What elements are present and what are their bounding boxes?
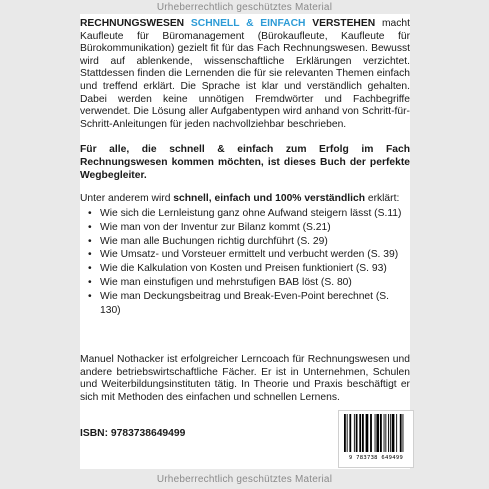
topics-lead bbox=[80, 193, 410, 206]
barcode-bar bbox=[366, 414, 369, 452]
barcode-bar bbox=[388, 414, 389, 452]
author-paragraph: Manuel Nothacker ist erfolgreicher Lerncoach für Rechnungswesen und andere betriebswirtschaftliche Fächer. Er ist in Unternehmen, Schulen und Weiterbildungsinstituten tätig. In Theorie und Praxis beschäftigt er sich mit Methoden des einfachen und schnellen Lernens. bbox=[80, 353, 410, 403]
intro-paragraph bbox=[80, 18, 410, 131]
barcode-bar bbox=[375, 414, 376, 452]
barcode-bar bbox=[370, 414, 372, 452]
barcode-number: 9 783738 649499 bbox=[348, 455, 404, 461]
barcode-bar bbox=[380, 414, 382, 452]
barcode-bar bbox=[392, 414, 395, 452]
title-word-rechnungswesen: RECHNUNGSWESEN bbox=[80, 18, 185, 29]
barcode-bar bbox=[356, 414, 358, 452]
barcode-bar bbox=[354, 414, 355, 452]
topics-lead-suffix: erklärt: bbox=[364, 193, 400, 205]
list-item: • Wie man von der Inventur zur Bilanz kommt (S.21) bbox=[88, 221, 410, 235]
topics-lead-prefix: Unter anderem wird bbox=[80, 193, 174, 205]
list-item: • Wie Umsatz- und Vorsteuer ermittelt und verbucht werden (S. 39) bbox=[88, 248, 410, 262]
barcode-bar bbox=[349, 414, 351, 452]
barcode-bar bbox=[359, 414, 361, 452]
barcode-bar bbox=[385, 414, 386, 452]
copyright-watermark-top: Urheberrechtlich geschütztes Material bbox=[156, 2, 333, 13]
topics-lead-bold: schnell, einfach und 100% verständlich bbox=[173, 193, 365, 205]
list-item: • Wie man Deckungsbeitrag und Break-Even-Point berechnet (S. 130) bbox=[88, 290, 410, 318]
list-item: • Wie man einstufigen und mehrstufigen BAB löst (S. 80) bbox=[88, 276, 410, 290]
barcode-bar bbox=[362, 414, 364, 452]
list-item: • Wie die Kalkulation von Kosten und Preisen funktioniert (S. 93) bbox=[88, 262, 410, 276]
barcode-bar bbox=[400, 414, 402, 452]
book-back-cover bbox=[80, 14, 410, 469]
topics-list bbox=[80, 207, 410, 318]
target-audience-paragraph: Für alle, die schnell & einfach zum Erfolg im Fach Rechnungswesen kommen möchten, ist dieses Buch der perfekte Wegbegleiter. bbox=[80, 144, 410, 181]
title-word-verstehen: VERSTEHEN bbox=[312, 18, 376, 29]
barcode-bar bbox=[403, 414, 404, 452]
isbn-label: ISBN: 9783738649499 bbox=[80, 428, 186, 440]
list-item: • Wie sich die Lernleistung ganz ohne Aufwand steigern lässt (S.11) bbox=[88, 207, 410, 221]
barcode-bar bbox=[390, 414, 391, 452]
isbn-barcode bbox=[338, 410, 414, 468]
barcode-bar bbox=[396, 414, 397, 452]
barcode-bar bbox=[344, 414, 346, 452]
copyright-watermark-bottom: Urheberrechtlich geschütztes Material bbox=[156, 474, 333, 485]
barcode-bar bbox=[347, 414, 348, 452]
barcode-bar bbox=[384, 414, 385, 452]
barcode-bar bbox=[376, 414, 379, 452]
list-item: • Wie man alle Buchungen richtig durchführt (S. 29) bbox=[88, 235, 410, 249]
cover-text bbox=[80, 18, 410, 441]
barcode-bars bbox=[342, 414, 410, 454]
title-accent-schnell-einfach: SCHNELL & EINFACH bbox=[190, 18, 306, 29]
intro-body: macht Kaufleute für Büromanagement (Bürokaufleute, Kaufleute für Bürokommunikation) gezielt fit für das Fach Rechnungswesen. Bewusst wird auf ablenkende, wissenschaftliche Erklärungen verzichtet. Stattdessen finden die Lernenden die für sie relevanten Themen einfach und treffend erklärt. Die Sprache ist klar und verständlich gehalten. Dabei werden keine unnötigen Fremdwörter und Fachbegriffe verwendet. Die Lösung aller Aufgabentypen wird anhand von Schritt-für-Schritt-Anleitungen für jeden nachvollziehbar beschrieben. bbox=[80, 18, 410, 130]
